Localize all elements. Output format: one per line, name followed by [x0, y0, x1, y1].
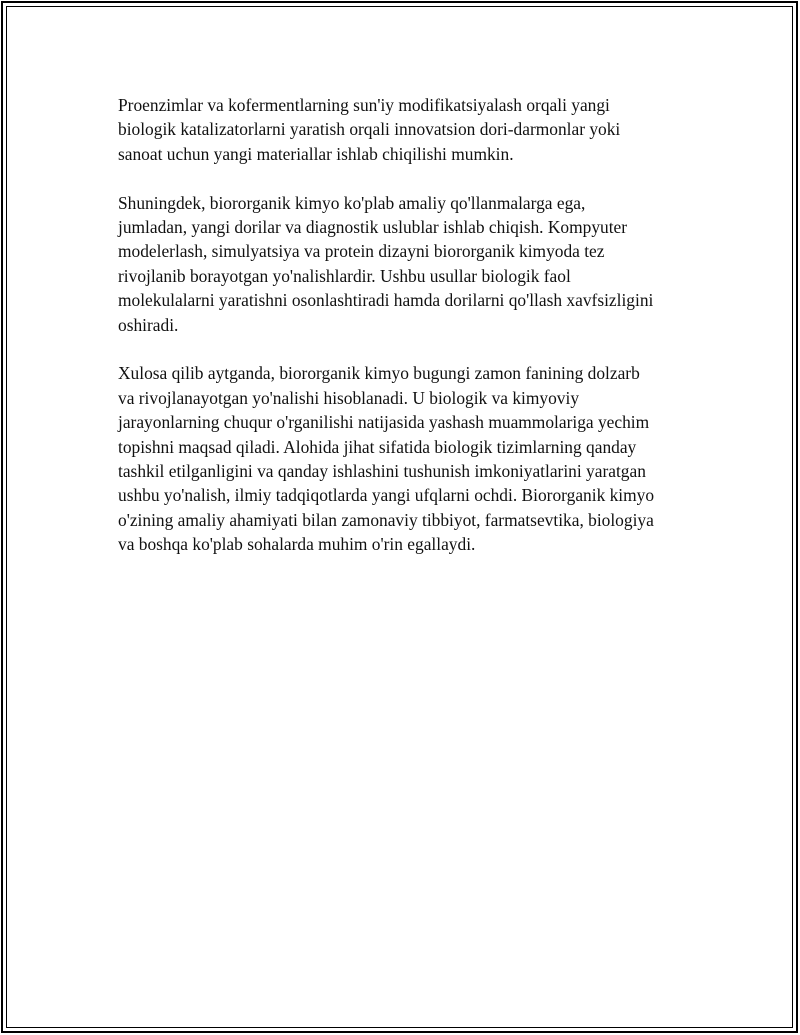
text-line: Shuningdek, biororganik kimyo ko'plab amaliy qo'llanmalarga ega,: [118, 192, 586, 213]
text-line: va rivojlanayotgan yo'nalishi hisoblanadi. U biologik va kimyoviy: [118, 387, 580, 408]
text-line: jumladan, yangi dorilar va diagnostik uslublar ishlab chiqish. Kompyuter: [118, 217, 628, 238]
text-line: ushbu yo'nalish, ilmiy tadqiqotlarda yangi ufqlarni ochdi. Biororganik kimyo: [118, 485, 655, 506]
text-line: molekulalarni yaratishni osonlashtiradi hamda dorilarni qo'llash xavfsizligini: [118, 290, 654, 311]
text-line: sanoat uchun yangi materiallar ishlab chiqilishi mumkin.: [118, 143, 514, 164]
text-line: tashkil etilganligini va qanday ishlashini tushunish imkoniyatlarini yaratgan: [118, 461, 646, 482]
text-line: o'zining amaliy ahamiyati bilan zamonaviy tibbiyot, farmatsevtika, biologiya: [118, 509, 654, 530]
text-line: Proenzimlar va kofermentlarning sun'iy modifikatsiyalash orqali yangi: [118, 95, 610, 115]
text-line: jarayonlarning chuqur o'rganilishi natijasida yashash muammolariga yechim: [118, 412, 650, 433]
text-line: va boshqa ko'plab sohalarda muhim o'rin egallaydi.: [118, 534, 476, 555]
paragraph-1: [118, 93, 698, 166]
text-line: Xulosa qilib aytganda, biororganik kimyo bugungi zamon fanining dolzarb: [118, 363, 640, 384]
text-line: rivojlanib borayotgan yo'nalishlardir. Ushbu usullar biologik faol: [118, 265, 571, 286]
paragraph-3: [118, 361, 698, 556]
paragraph-2: [118, 191, 698, 337]
text-line: oshiradi.: [118, 314, 179, 335]
document-body: [118, 93, 698, 581]
text-line: topishni maqsad qiladi. Alohida jihat sifatida biologik tizimlarning qanday: [118, 436, 637, 457]
text-line: biologik katalizatorlarni yaratish orqali innovatsion dori-darmonlar yoki: [118, 119, 621, 140]
text-line: modelerlash, simulyatsiya va protein dizayni biororganik kimyoda tez: [118, 241, 605, 262]
